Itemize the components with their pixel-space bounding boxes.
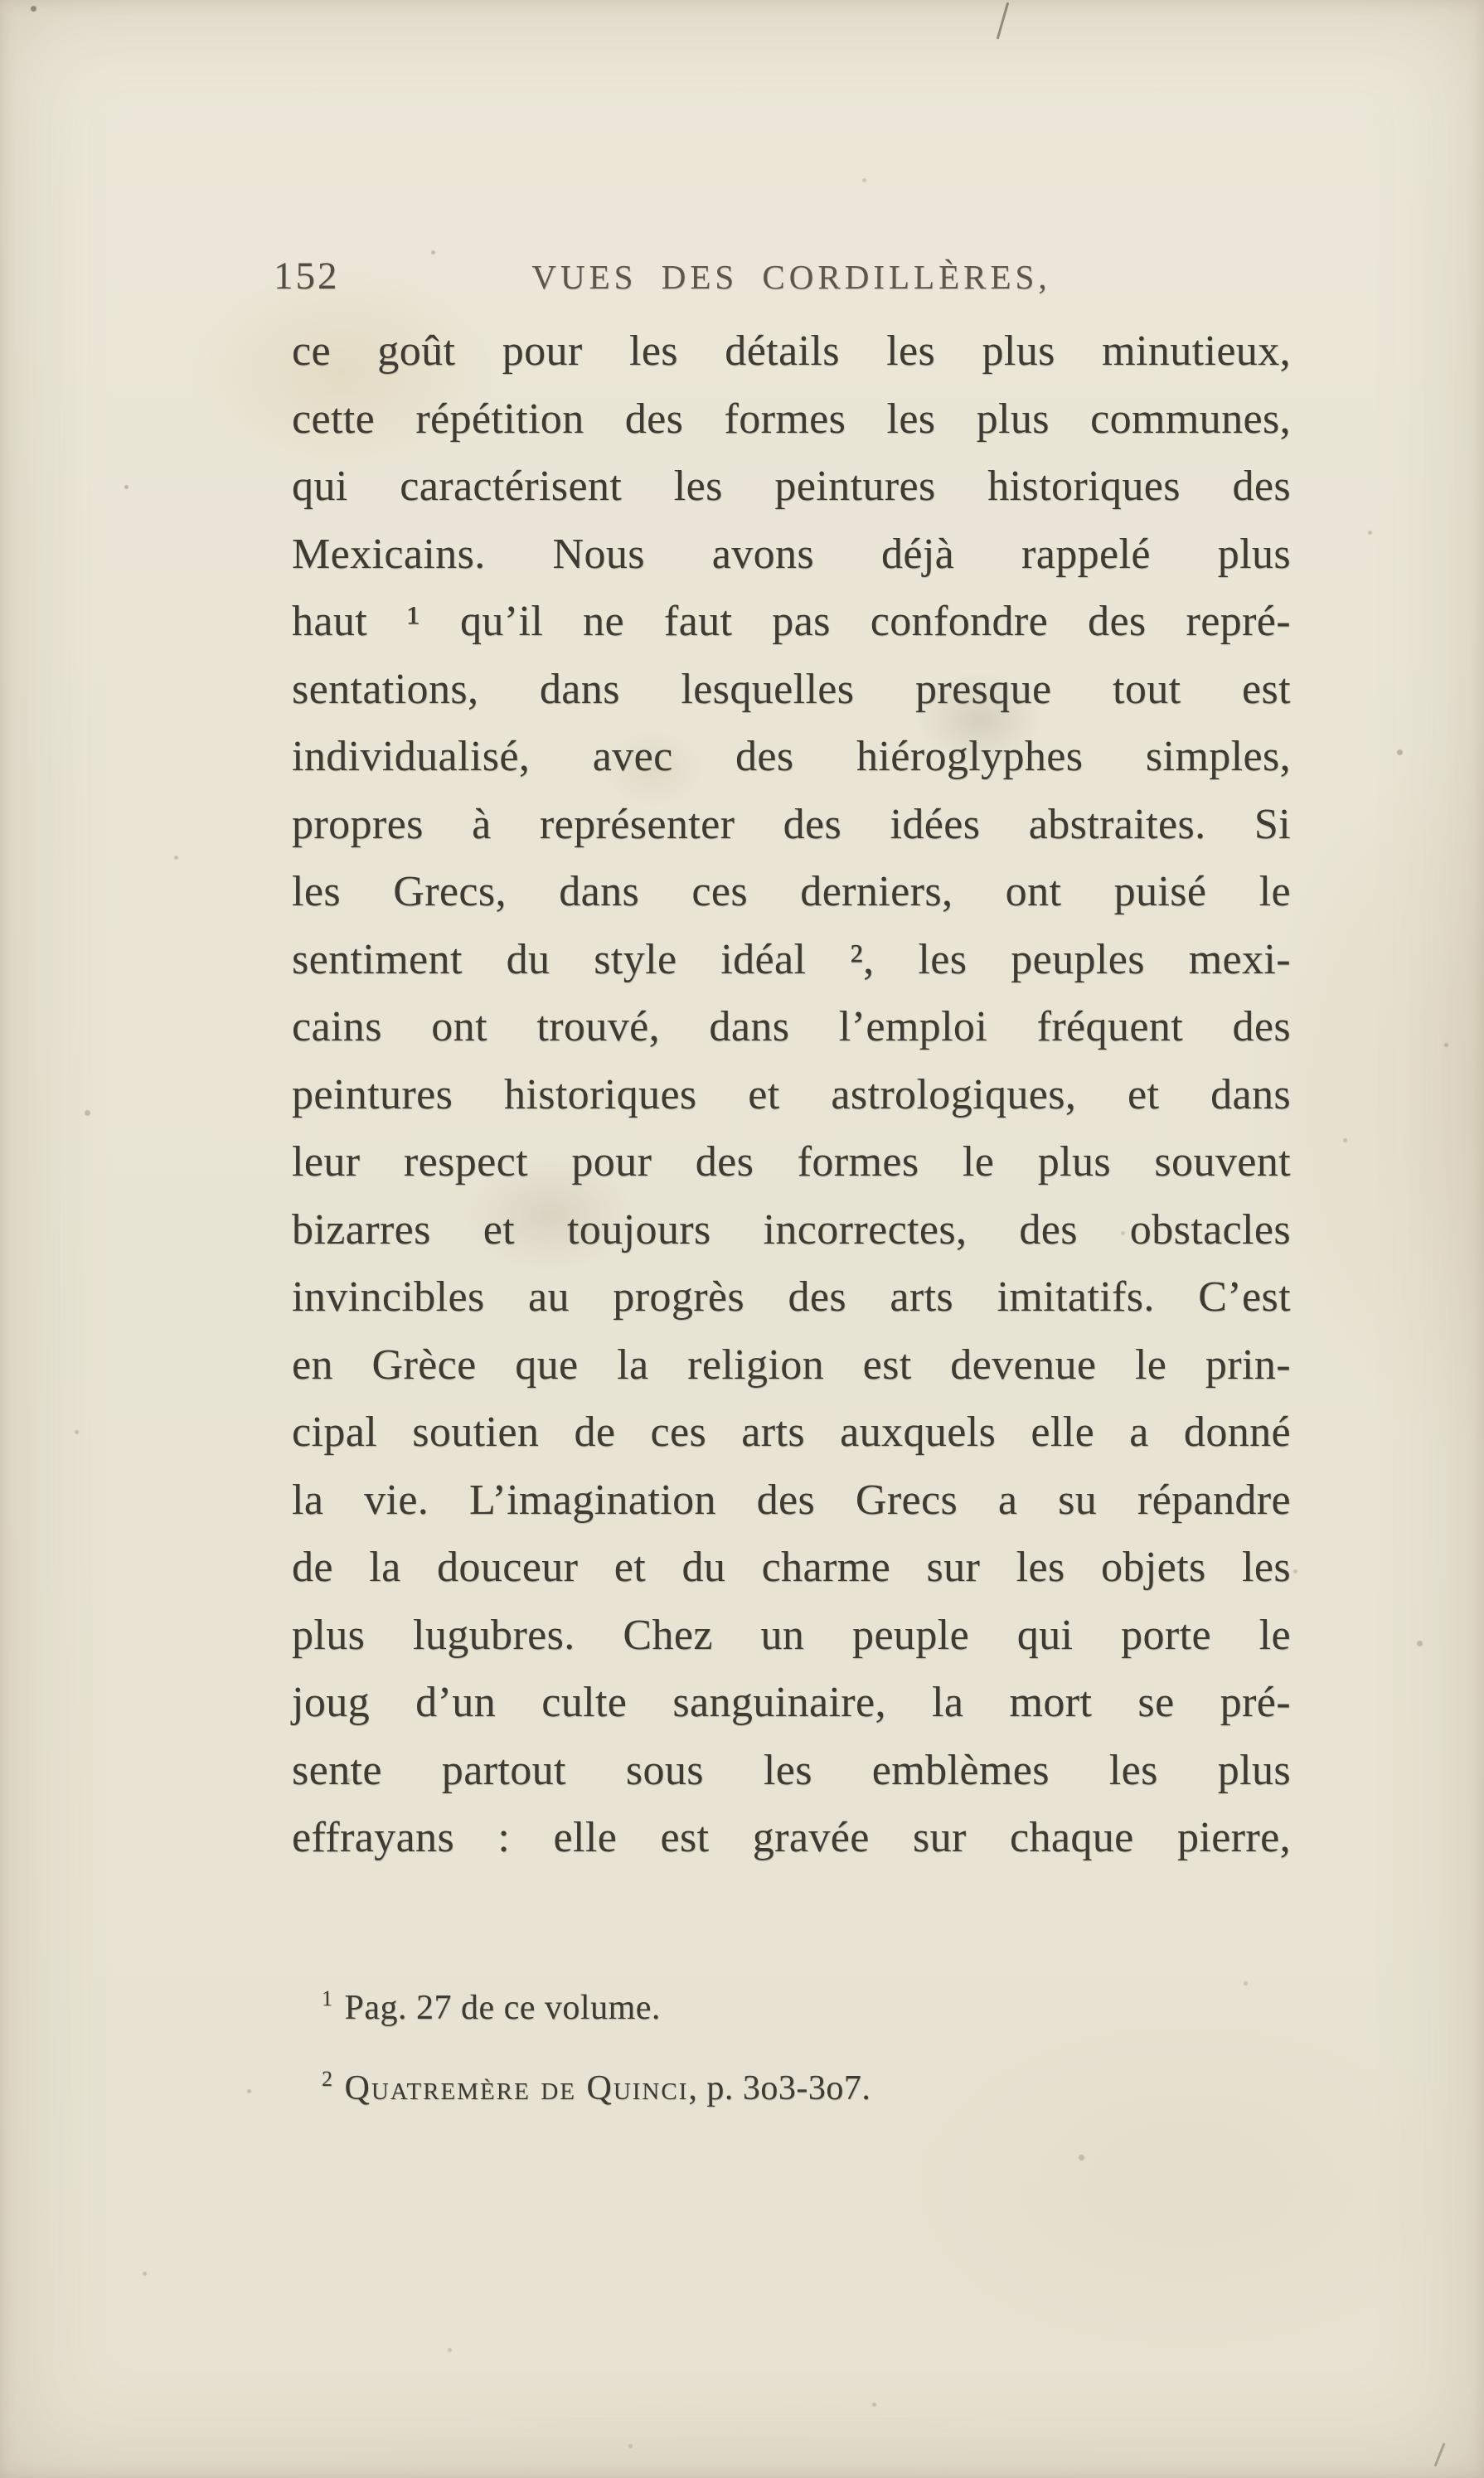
text-line: bizarres et toujours incorrectes, des obstacles	[292, 1205, 1291, 1254]
footnote-marker: 2	[322, 2067, 333, 2091]
running-title: VUES DES CORDILLÈRES,	[531, 258, 1051, 296]
text-line: leur respect pour des formes le plus souvent	[292, 1138, 1291, 1186]
text-line: cipal soutien de ces arts auxquels elle a donné	[292, 1409, 1291, 1456]
text-line: peintures historiques et astrologiques, et dans	[292, 1070, 1291, 1118]
text-line: qui caractérisent les peintures historiques des	[292, 463, 1291, 510]
page-header	[274, 249, 1293, 307]
footnote-section	[322, 1963, 1292, 2124]
pen-slash-mark	[997, 2, 1010, 39]
text-line: propres à représenter des idées abstraites. Si	[292, 800, 1291, 848]
paper-specks	[0, 0, 4, 4]
text-line: haut ¹ qu’il ne faut pas confondre des repré-	[292, 598, 1291, 645]
text-line: la vie. L’imagination des Grecs a su répandre	[292, 1476, 1291, 1524]
text-line: de la douceur et du charme sur les objets les	[292, 1544, 1291, 1591]
text-line: ce goût pour les détails les plus minutieux,	[292, 327, 1291, 375]
footnote-text: , p. 3o3-3o7.	[688, 2069, 871, 2107]
text-line: cette répétition des formes les plus communes,	[292, 395, 1291, 443]
text-line: sentiment du style idéal ², les peuples mexi-	[292, 935, 1291, 983]
footnote-text: Pag. 27 de ce volume.	[344, 1989, 661, 2027]
footnote-2	[322, 2044, 1292, 2124]
pen-slash-mark	[1433, 2443, 1445, 2467]
footnote-marker: 1	[322, 1986, 333, 2010]
text-line: en Grèce que la religion est devenue le prin-	[292, 1341, 1291, 1389]
text-line: sente partout sous les emblèmes les plus	[292, 1746, 1291, 1794]
body-text-block	[292, 318, 1291, 1872]
page-number: 152	[274, 255, 340, 298]
text-line: invincibles au progrès des arts imitatifs. C’est	[292, 1273, 1291, 1321]
footnote-author: Quatremère de Quinci	[344, 2069, 689, 2107]
footnote-1	[322, 1963, 1292, 2044]
text-line: cains ont trouvé, dans l’emploi fréquent des	[292, 1003, 1291, 1050]
text-line: effrayans : elle est gravée sur chaque pierre,	[292, 1814, 1291, 1861]
text-line: sentations, dans lesquelles presque tout est	[292, 665, 1291, 713]
text-line: Mexicains. Nous avons déjà rappelé plus	[292, 530, 1291, 578]
text-line: plus lugubres. Chez un peuple qui porte le	[292, 1611, 1291, 1659]
text-line: individualisé, avec des hiéroglyphes simples,	[292, 733, 1291, 780]
text-line: joug d’un culte sanguinaire, la mort se pré-	[292, 1679, 1291, 1726]
text-line: les Grecs, dans ces derniers, ont puisé le	[292, 868, 1291, 915]
